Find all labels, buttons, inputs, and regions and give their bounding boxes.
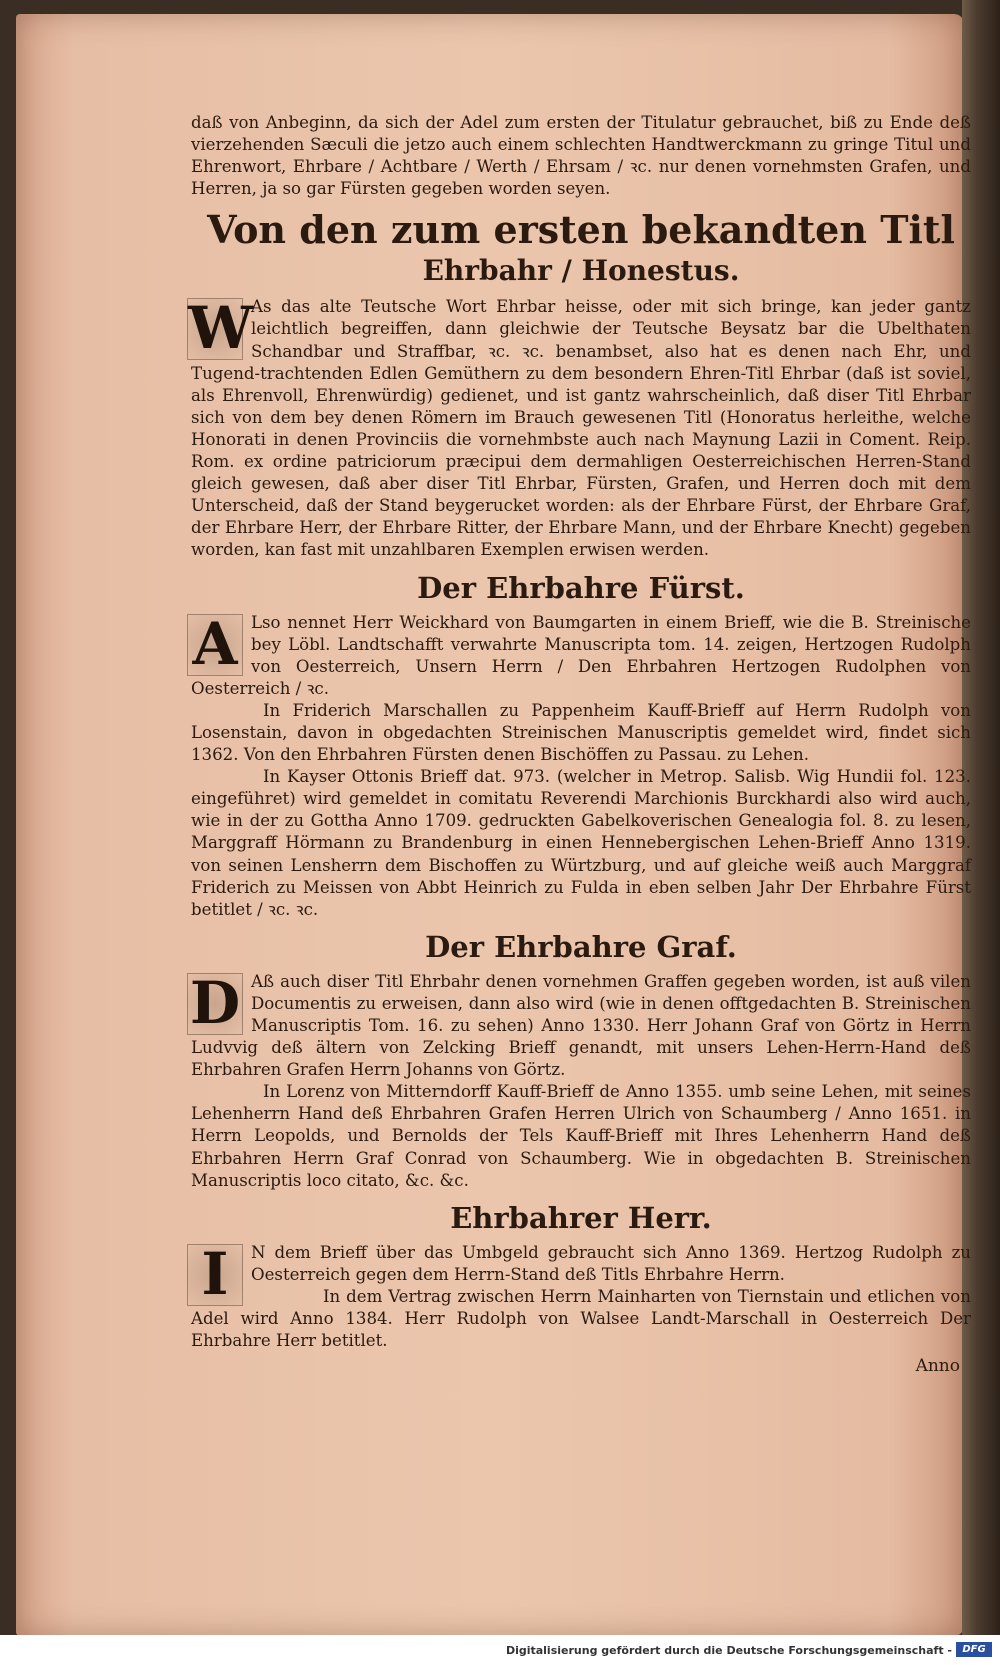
drop-cap-initial: A <box>187 614 243 676</box>
paragraph-fuerst-1 <box>191 609 971 700</box>
paragraph-herr-2: In dem Vertrag zwischen Herrn Mainharten von Tiernstain und etlichen von Adel wird Anno 1384. Herr Rudolph von Walsee Landt-Marschall in Oesterreich Der Ehrbahre Herr betitlet. <box>191 1286 971 1351</box>
paragraph-graf-1 <box>189 968 971 1081</box>
drop-cap-initial: D <box>187 973 243 1035</box>
section-heading-graf: Der Ehrbahre Graf. <box>425 929 737 964</box>
main-title: Von den zum ersten bekandten Titl <box>207 207 955 253</box>
paragraph-graf-2: In Lorenz von Mitterndorff Kauff-Brieff de Anno 1355. umb seine Lehen, mit seines Lehenherrn Hand deß Ehrbahren Grafen Herren Ulrich von Schaumberg / Anno 1651. in Herrn Leopolds, und Bernolds der Tels Kauff-Brieff mit Ihres Lehenherrn Hand deß Ehrbahren Herrn Graf Conrad von Schaumberg. Wie in obgedachten B. Streinischen Manuscriptis loco citato, &c. &c. <box>191 1082 971 1190</box>
paragraph-text: Lso nennet Herr Weickhard von Baumgarten in einem Brieff, wie die B. Streinische bey Löbl. Landtschafft verwahrte Manuscripta tom. 14. zeigen, Hertzogen Rudolph von Oesterreich, Unsern Herrn / Den Ehrbahren Hertzogen Rudolphen von Oesterreich / ꝛc. <box>191 612 971 698</box>
catchword: Anno <box>915 1356 960 1376</box>
paragraph-text: N dem Brieff über das Umbgeld gebraucht sich Anno 1369. Hertzog Rudolph zu Oesterreich gegen dem Herrn-Stand deß Titls Ehrbahre Herrn. <box>251 1242 971 1284</box>
drop-cap-initial: I <box>187 1244 243 1306</box>
paragraph-text: Aß auch diser Titl Ehrbahr denen vornehmen Graffen gegeben worden, ist auß vilen Documentis zu erweisen, dann also wird (wie in denen offtgedachten B. Streinischen Manuscriptis Tom. 16. zu sehen) Anno 1330. Herr Johann Graf von Görtz in Herrn Ludvvig deß ältern von Zelcking Brieff genandt, mit unsers Lehen-Herrn-Hand deß Ehrbahren Grafen Herrn Johanns von Görtz. <box>191 971 971 1080</box>
paragraph-fuerst-2: In Friderich Marschallen zu Pappenheim Kauff-Brieff auf Herrn Rudolph von Losenstain, davon in obgedachten Streinischen Manuscriptis gemeldet wird, findet sich 1362. Von den Ehrbahren Fürsten denen Bischöffen zu Passau. zu Lehen. <box>191 700 971 765</box>
section-heading-fuerst: Der Ehrbahre Fürst. <box>417 570 745 605</box>
footer-credit: Digitalisierung gefördert durch die Deutsche Forschungsgemeinschaft - <box>505 1644 952 1657</box>
section-heading-herr: Ehrbahrer Herr. <box>450 1200 712 1235</box>
paragraph-fuerst-3: In Kayser Ottonis Brieff dat. 973. (welcher in Metrop. Salisb. Wig Hundii fol. 123. eingeführet) wird gemeldet in comitatu Reverendi Marchionis Burckhardi also wird auch, wie in der zu Gottha Anno 1709. gedruckten Gabelkoverischen Genealogia fol. 8. zu lesen, Marggraff Hörmann zu Brandenburg in einen Hennebergischen Lehen-Brieff Anno 1319. von seinen Lensherrn dem Bischoffen zu Würtzburg, und auf gleiche weiß auch Marggraf Friderich zu Meissen von Abbt Heinrich zu Fulda in eben selben Jahr Der Ehrbahre Fürst betitlet / ꝛc. ꝛc. <box>191 767 971 919</box>
dfg-logo-icon: DFG <box>956 1642 992 1657</box>
drop-cap-initial: W <box>188 294 254 363</box>
digitization-footer <box>0 1635 1000 1665</box>
paragraph-herr-1 <box>191 1239 971 1308</box>
main-subtitle: Ehrbahr / Honestus. <box>422 254 740 288</box>
paragraph-ehrbar-definition <box>188 294 971 561</box>
paragraph-text: As das alte Teutsche Wort Ehrbar heisse, oder mit sich bringe, kan jeder gantz leichtlich begreiffen, dann gleichwie der Teutsche Beysatz bar die Ubelthaten Schandbar und Straffbar, ꝛc. ꝛc. benambset, also hat es denen nach Ehr, und Tugend-trachtenden Edlen Gemüthern zu dem besondern Ehren-Titl Ehrbar (daß ist soviel, als Ehrenvoll, Ehrenwürdig) gedienet, und ist gantz wahrscheinlich, daß diser Titl Ehrbar sich von dem bey denen Römern im Brauch gewesenen Titl (Honoratus herleithe, welche Honorati in denen Provinciis die vornehmbste auch nach Maynung Lazii in Coment. Reip. Rom. ex ordine patriciorum præcipui dem dermahligen Oesterreichischen Herren-Stand gleich gewesen, daß aber diser Titl Ehrbar, Fürsten, Grafen, und Herren doch mit dem Unterscheid, daß der Stand beygerucket worden: als der Ehrbare Fürst, der Ehrbare Graf, der Ehrbare Herr, der Ehrbare Ritter, der Ehrbare Mann, und der Ehrbare Knecht) gegeben worden, kan fast mit unzahlbaren Exemplen erwisen werden. <box>191 297 971 560</box>
intro-paragraph: daß von Anbeginn, da sich der Adel zum ersten der Titulatur gebrauchet, biß zu Ende deß vierzehenden Sæculi die jetzo auch einem schlechten Handtwerckmann zu gringe Titul und Ehrenwort, Ehrbare / Achtbare / Werth / Ehrsam / ꝛc. nur denen vornehmsten Grafen, und Herren, ja so gar Fürsten gegeben worden seyen. <box>191 113 971 199</box>
page-text <box>188 112 971 1352</box>
